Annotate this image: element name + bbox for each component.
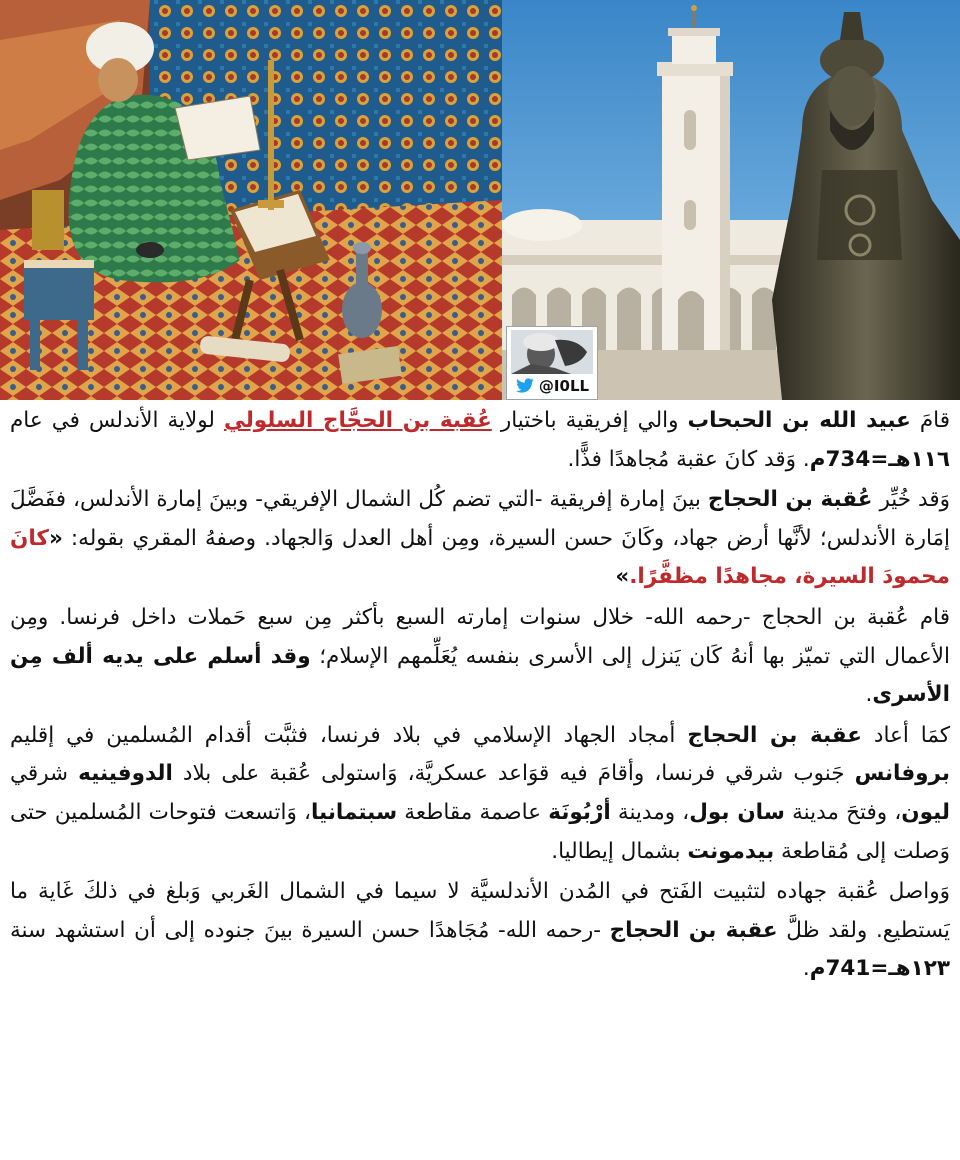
text-run: كمَا أعاد (861, 722, 950, 748)
text-run: قام عُقبة بن الحجاج -رحمه الله- خلال سنوات إمارته السبع بأكثر مِن سبع حَملات داخل فرنسا. ومِن الأعمال التي تميّز بها أنهُ كَان يَنزل إلى الأسرى بنفسه يُعَلِّمهم الإسلام؛ (10, 604, 950, 669)
paragraph-5 (10, 873, 950, 989)
bold-run: عقبة بن الحجاج (609, 917, 778, 943)
text-run: وَواصل عُقبة جهاده لتثبيت الفَتح في المُدن الأندلسيَّة لا سيما في الشمال الغَربي وَبلغ في ذلكَ غَاية ما يَستطيع. ولقد ظلَّ (10, 879, 950, 943)
paragraph-2 (10, 481, 950, 597)
text-run: والي إفريقية باختيار (491, 408, 688, 433)
text-run: أمجاد الجهاد الإسلامي في بلاد فرنسا، فثبَّت أقدام المُسلمين في إقليم (10, 722, 688, 748)
text-run: . (865, 682, 873, 708)
bold-run: عُقبة بن الحجاج (707, 487, 873, 513)
text-run: لولاية الأندلس في عام (10, 408, 224, 433)
text-run: بينَ إمارة إفريقية -التي تضم كُل الشمال الإفريقي- وبينَ إمارة الأندلس، ففَضَّلَ إمَارة الأندلس؛ لأنَّها أرض جهاد، وكَانَ حسن السيرة، ومِن أهل العدل وَالجهاد. وصفهُ المقري بقوله: (10, 487, 950, 551)
article-body (10, 402, 950, 1154)
text-run: -رحمه الله- مُجَاهدًا حسن السيرة بينَ جنوده إلى أن استشهد سنة (10, 917, 610, 943)
painting-scholar-image (0, 0, 502, 400)
handle-text: @I0LL (538, 377, 590, 395)
avatar (511, 330, 593, 374)
bold-run: ليون (901, 799, 950, 825)
text-run: . وَقد كانَ عقبة مُجاهدًا فذًّا. (567, 446, 810, 472)
text-run: عاصمة مقاطعة (397, 799, 549, 825)
name-link[interactable]: عُقبة بن الحجَّاج السلولي (223, 408, 492, 433)
bold-run: وقد أسلم على يديه ألف مِن الأسرى (10, 643, 950, 708)
highlight-quote: كانَ محمودَ السيرة، مجاهدًا مظفَّرًا. (10, 525, 950, 590)
watermark (506, 326, 598, 400)
text-run: ، ومدينة (610, 799, 690, 825)
bold-run: عقبة بن الحجاج (687, 722, 862, 748)
paragraph-3 (10, 599, 950, 715)
watermark-handle (507, 375, 597, 397)
paragraph-1 (10, 402, 950, 479)
text-run: ، وَاتسعت فتوحات المُسلمين حتى وَصلت إلى مُقاطعة (10, 799, 950, 864)
quote-mark: « (48, 525, 63, 551)
text-run: وَقد خُيِّر (872, 487, 950, 513)
bold-run: الدوفينيه (78, 761, 173, 787)
bold-run: سبتمانيا (310, 799, 398, 825)
bold-run: بروفانس (854, 761, 950, 787)
text-run: ، وفتحَ مدينة (784, 799, 902, 825)
bold-run: بيدمونت (687, 838, 775, 864)
twitter-bird-icon (515, 378, 535, 394)
bold-run: أرْبُونَة (548, 799, 611, 825)
date-run: ١١٦هـ=734م (809, 446, 950, 472)
paragraph-4 (10, 717, 950, 871)
header-photos (0, 0, 960, 400)
text-run: شرقي (10, 761, 79, 787)
text-run: بشمال إيطاليا. (551, 838, 688, 864)
date-run: ١٢٣هـ=741م (809, 956, 950, 982)
quote-mark: » (615, 564, 630, 590)
bold-run: سان بول (689, 799, 785, 825)
text-run: . (802, 956, 810, 982)
bold-run: عبيد الله بن الحبحاب (687, 408, 911, 433)
text-run: قامَ (910, 408, 950, 433)
text-run: جَنوب شرقي فرنسا، وأقامَ فيه قوَاعد عسكريَّة، وَاستولى عُقبة على بلاد (172, 761, 855, 787)
